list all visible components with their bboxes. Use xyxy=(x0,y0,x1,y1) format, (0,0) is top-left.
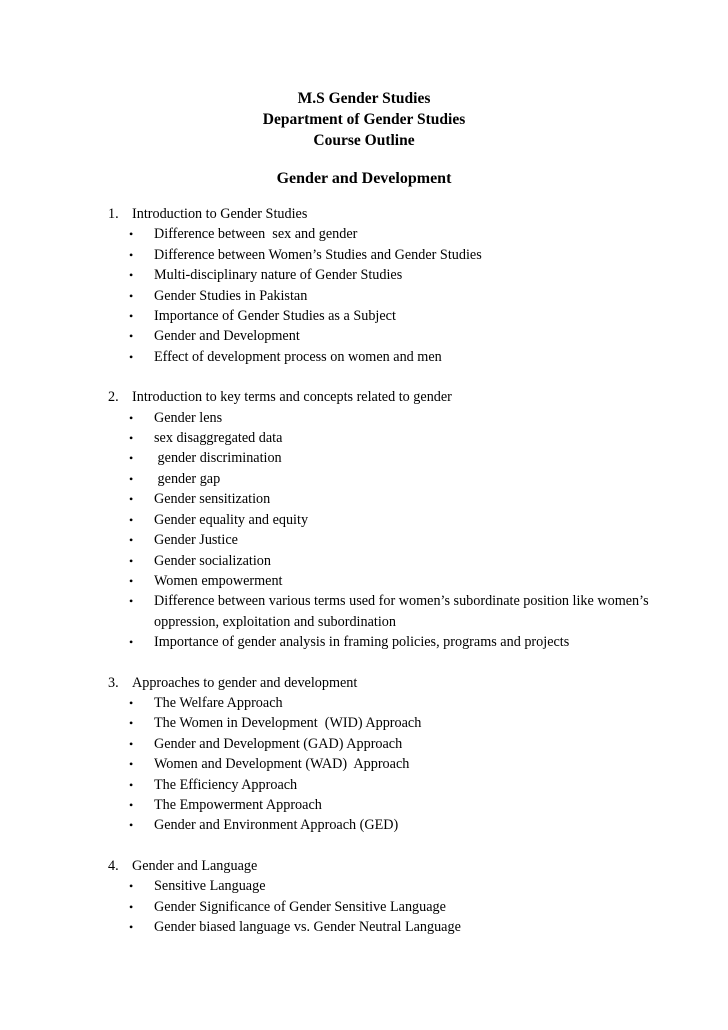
bullet-icon: • xyxy=(129,695,134,710)
list-item-text: Women empowerment xyxy=(154,572,283,589)
list-item-text: The Efficiency Approach xyxy=(154,776,298,793)
section-heading xyxy=(108,856,668,876)
outline-title: Course Outline xyxy=(313,132,415,149)
list-item xyxy=(126,448,668,468)
list-item xyxy=(126,713,668,733)
bullet-icon: • xyxy=(129,268,134,283)
section-number: 4. xyxy=(108,857,119,874)
course-outline xyxy=(108,204,668,957)
list-item-text: Gender sensitization xyxy=(154,491,271,508)
list-item-text: Gender Significance of Gender Sensitive Language xyxy=(154,898,446,915)
list-item xyxy=(126,775,668,795)
section-number: 3. xyxy=(108,674,119,691)
list-item xyxy=(126,897,668,917)
outline-section xyxy=(108,387,668,652)
bullet-icon: • xyxy=(129,797,134,812)
bullet-icon: • xyxy=(129,329,134,344)
list-item xyxy=(126,571,668,591)
list-item xyxy=(126,286,668,306)
bullet-icon: • xyxy=(129,512,134,527)
section-title: Approaches to gender and development xyxy=(132,674,358,691)
list-item xyxy=(126,326,668,346)
list-item-text: Gender biased language vs. Gender Neutral Language xyxy=(154,919,461,935)
section-number: 1. xyxy=(108,206,119,222)
list-item-text: Gender and Development (GAD) Approach xyxy=(154,735,403,752)
department-title: Department of Gender Studies xyxy=(262,111,466,128)
list-item xyxy=(126,632,668,652)
bullet-icon: • xyxy=(129,777,134,792)
bullet-icon: • xyxy=(129,716,134,731)
list-item xyxy=(126,591,668,632)
bullet-icon: • xyxy=(129,492,134,507)
list-item xyxy=(126,245,668,265)
bullet-icon: • xyxy=(129,309,134,324)
list-item xyxy=(126,469,668,489)
section-number: 2. xyxy=(108,389,119,406)
list-item xyxy=(126,306,668,326)
document-header xyxy=(0,88,728,151)
bullet-icon: • xyxy=(129,431,134,446)
list-item xyxy=(126,510,668,530)
list-item xyxy=(126,795,668,815)
bullet-icon: • xyxy=(129,227,134,242)
list-item xyxy=(126,224,668,244)
list-item xyxy=(126,551,668,571)
section-title: Introduction to Gender Studies xyxy=(132,206,308,222)
section-heading xyxy=(108,387,668,407)
section-title: Introduction to key terms and concepts related to gender xyxy=(132,389,452,406)
bullet-icon: • xyxy=(129,349,134,364)
bullet-icon: • xyxy=(129,573,134,588)
bullet-icon: • xyxy=(129,757,134,772)
list-item-text: sex disaggregated data xyxy=(154,430,283,447)
list-item-text: Gender socialization xyxy=(154,552,271,569)
bullet-icon: • xyxy=(129,247,134,262)
list-item-text: Multi-disciplinary nature of Gender Studies xyxy=(154,267,403,284)
outline-section xyxy=(108,204,668,367)
course-title: Gender and Development xyxy=(276,170,452,187)
list-item xyxy=(126,428,668,448)
list-item-text: gender discrimination xyxy=(154,450,282,467)
bullet-icon: • xyxy=(129,879,134,894)
bullet-icon: • xyxy=(129,635,134,650)
list-item-text: The Welfare Approach xyxy=(154,694,283,711)
bullet-icon: • xyxy=(129,899,134,914)
list-item-text: Gender Justice xyxy=(154,532,238,549)
list-item xyxy=(126,734,668,754)
list-item xyxy=(126,754,668,774)
section-heading xyxy=(108,673,668,693)
list-item xyxy=(126,693,668,713)
list-item-text: Women and Development (WAD) Approach xyxy=(154,756,410,773)
bullet-icon: • xyxy=(129,451,134,466)
section-item-list xyxy=(108,693,668,836)
list-item-text: gender gap xyxy=(154,470,221,487)
list-item xyxy=(126,489,668,509)
list-item-text: Difference between sex and gender xyxy=(154,226,358,243)
bullet-icon: • xyxy=(129,920,134,934)
list-item xyxy=(126,408,668,428)
bullet-icon: • xyxy=(129,410,134,425)
program-title: M.S Gender Studies xyxy=(297,90,431,107)
list-item-text: Gender and Development xyxy=(154,328,300,345)
list-item-text: Difference between various terms used for women’s subordinate position like women’s oppression, exploitation and subordination xyxy=(154,593,653,630)
bullet-icon: • xyxy=(129,818,134,833)
list-item xyxy=(126,347,668,367)
section-item-list xyxy=(108,876,668,937)
list-item-text: Difference between Women’s Studies and Gender Studies xyxy=(154,246,482,263)
list-item xyxy=(126,265,668,285)
bullet-icon: • xyxy=(129,471,134,486)
section-heading xyxy=(108,204,668,224)
list-item-text: The Women in Development (WID) Approach xyxy=(154,715,422,732)
bullet-icon: • xyxy=(129,288,134,303)
list-item-text: Importance of gender analysis in framing policies, programs and projects xyxy=(154,634,570,651)
bullet-icon: • xyxy=(129,533,134,548)
list-item-text: Gender and Environment Approach (GED) xyxy=(154,817,399,834)
list-item xyxy=(126,530,668,550)
outline-section xyxy=(108,673,668,836)
section-item-list xyxy=(108,224,668,367)
list-item xyxy=(126,917,668,937)
list-item xyxy=(126,876,668,896)
list-item-text: Gender Studies in Pakistan xyxy=(154,287,308,304)
section-item-list xyxy=(108,408,668,653)
list-item-text: Gender equality and equity xyxy=(154,511,309,528)
list-item-text: Gender lens xyxy=(154,409,223,426)
outline-section xyxy=(108,856,668,938)
list-item-text: Effect of development process on women and men xyxy=(154,348,442,365)
list-item-text: Sensitive Language xyxy=(154,878,266,895)
list-item-text: The Empowerment Approach xyxy=(154,796,322,813)
bullet-icon: • xyxy=(129,594,134,609)
section-title: Gender and Language xyxy=(132,857,258,874)
bullet-icon: • xyxy=(129,736,134,751)
list-item xyxy=(126,815,668,835)
bullet-icon: • xyxy=(129,553,134,568)
list-item-text: Importance of Gender Studies as a Subject xyxy=(154,308,396,325)
